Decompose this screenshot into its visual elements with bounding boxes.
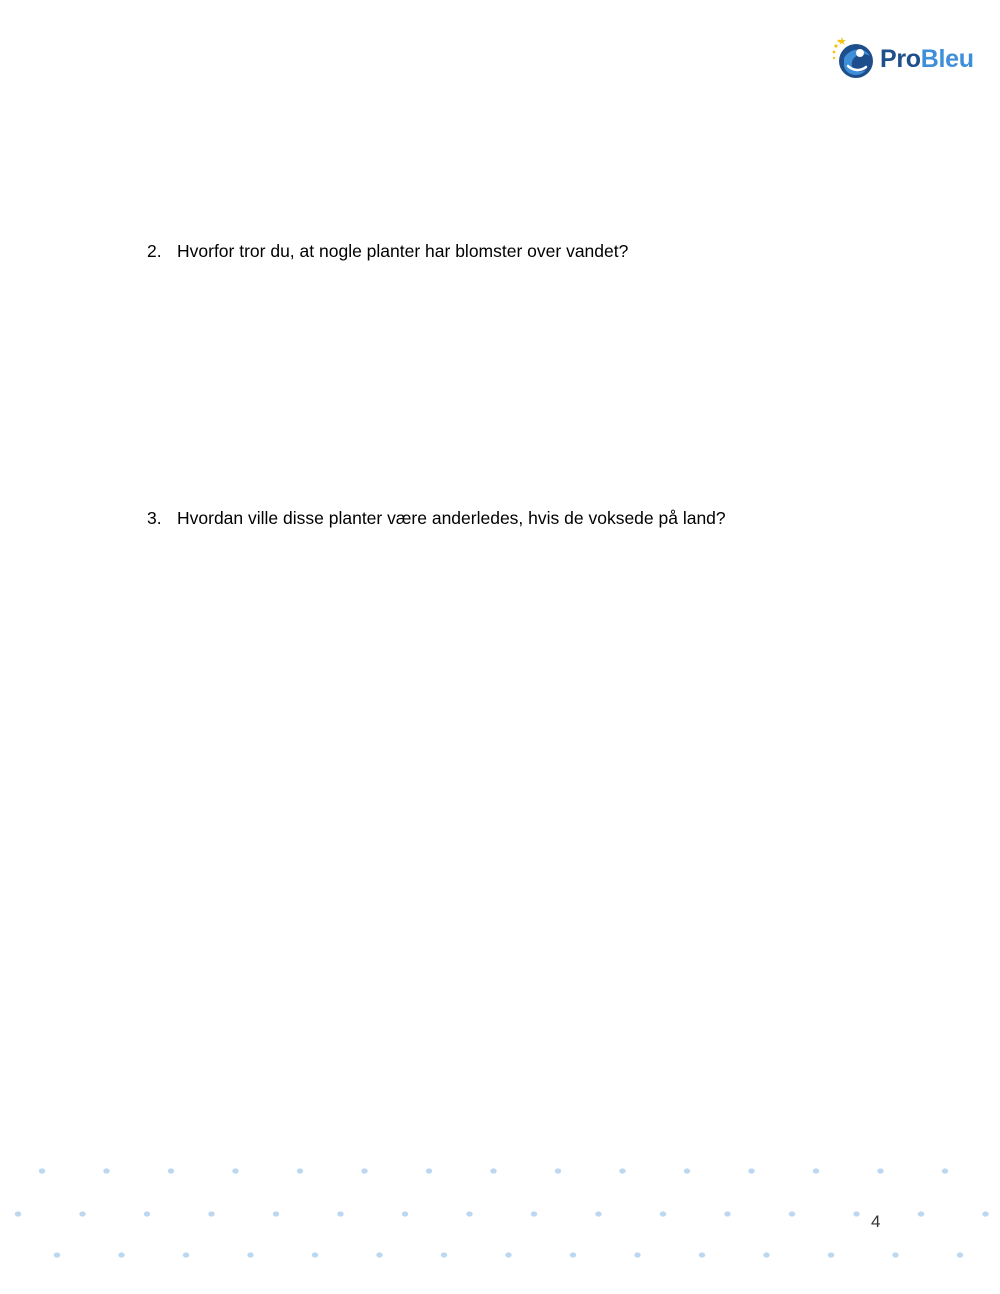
footer-dot bbox=[918, 1211, 924, 1216]
footer-dot bbox=[942, 1168, 948, 1173]
footer-dot bbox=[361, 1168, 367, 1173]
footer-dot bbox=[763, 1252, 769, 1257]
probleu-wordmark bbox=[880, 44, 974, 73]
footer-dot bbox=[466, 1211, 472, 1216]
footer-dot bbox=[297, 1168, 303, 1173]
question-text: Hvorfor tror du, at nogle planter har blomster over vandet? bbox=[177, 241, 629, 261]
footer-dot bbox=[813, 1168, 819, 1173]
footer-dot bbox=[376, 1252, 382, 1257]
question-text: Hvordan ville disse planter være anderledes, hvis de voksede på land? bbox=[177, 508, 726, 528]
footer-dot bbox=[402, 1211, 408, 1216]
footer-dot bbox=[247, 1252, 253, 1257]
footer-dot bbox=[555, 1168, 561, 1173]
footer-dot bbox=[748, 1168, 754, 1173]
footer-dot bbox=[103, 1168, 109, 1173]
footer-dot bbox=[828, 1252, 834, 1257]
footer-dot bbox=[337, 1211, 343, 1216]
footer-dot bbox=[957, 1252, 963, 1257]
footer-dot bbox=[183, 1252, 189, 1257]
question-3 bbox=[147, 507, 726, 529]
footer-dot bbox=[660, 1211, 666, 1216]
footer-dot bbox=[789, 1211, 795, 1216]
footer-dot bbox=[312, 1252, 318, 1257]
question-number: 2. bbox=[147, 241, 162, 261]
footer-dot bbox=[168, 1168, 174, 1173]
footer-dot bbox=[426, 1168, 432, 1173]
footer-dot bbox=[595, 1211, 601, 1216]
footer-dot bbox=[531, 1211, 537, 1216]
footer-dot bbox=[570, 1252, 576, 1257]
footer-dot bbox=[505, 1252, 511, 1257]
footer-dot bbox=[208, 1211, 214, 1216]
footer-dot bbox=[490, 1168, 496, 1173]
footer-dot bbox=[892, 1252, 898, 1257]
footer-dot bbox=[877, 1168, 883, 1173]
footer-dot bbox=[232, 1168, 238, 1173]
footer-dot bbox=[699, 1252, 705, 1257]
probleu-logo bbox=[830, 36, 980, 82]
footer-dot bbox=[634, 1252, 640, 1257]
footer-dot bbox=[15, 1211, 21, 1216]
footer-dot bbox=[724, 1211, 730, 1216]
wordmark-bleu: Bleu bbox=[920, 44, 974, 73]
footer-dot bbox=[39, 1168, 45, 1173]
question-2 bbox=[147, 240, 628, 262]
footer-dot bbox=[853, 1211, 859, 1216]
wordmark-pro: Pro bbox=[880, 44, 921, 73]
footer-dot bbox=[144, 1211, 150, 1216]
page-number: 4 bbox=[871, 1212, 881, 1231]
footer-dot bbox=[273, 1211, 279, 1216]
probleu-logo-icon bbox=[830, 36, 876, 82]
footer-dot bbox=[79, 1211, 85, 1216]
footer-dot bbox=[982, 1211, 988, 1216]
footer-dot bbox=[54, 1252, 60, 1257]
footer-dot bbox=[684, 1168, 690, 1173]
footer-dot bbox=[619, 1168, 625, 1173]
footer-dot-pattern bbox=[0, 1150, 1000, 1280]
footer-dot bbox=[441, 1252, 447, 1257]
question-number: 3. bbox=[147, 508, 162, 528]
footer-dot bbox=[118, 1252, 124, 1257]
